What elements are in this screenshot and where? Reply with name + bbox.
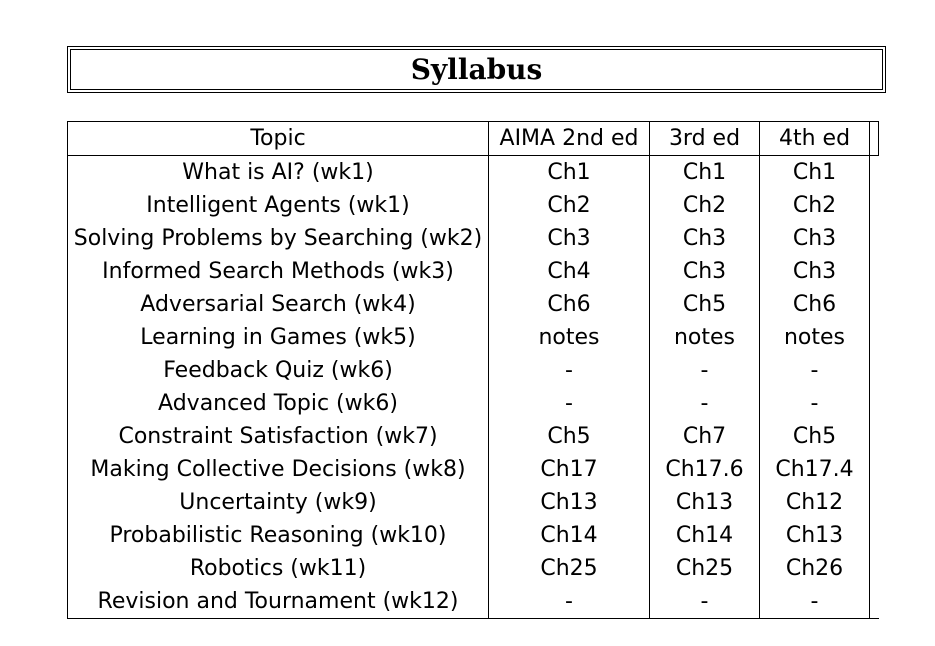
- title-frame: [67, 46, 886, 93]
- cell-topic: Revision and Tournament (wk12): [68, 585, 489, 619]
- cell-3rd-ed: Ch1: [650, 156, 760, 190]
- table-row: [68, 255, 879, 288]
- table-row: [68, 387, 879, 420]
- cell-aima-2nd-ed: Ch5: [489, 420, 650, 453]
- table-row: [68, 156, 879, 190]
- table-row: [68, 420, 879, 453]
- cell-topic: Solving Problems by Searching (wk2): [68, 222, 489, 255]
- table-header-row: [68, 122, 879, 156]
- table-row: [68, 585, 879, 619]
- page-title: Syllabus: [410, 52, 543, 86]
- cell-aima-2nd-ed: Ch25: [489, 552, 650, 585]
- cell-empty-column: [870, 222, 879, 255]
- cell-empty-column: [870, 453, 879, 486]
- cell-aima-2nd-ed: Ch2: [489, 189, 650, 222]
- cell-3rd-ed: -: [650, 354, 760, 387]
- cell-4th-ed: Ch17.4: [760, 453, 870, 486]
- cell-topic: Robotics (wk11): [68, 552, 489, 585]
- cell-aima-2nd-ed: notes: [489, 321, 650, 354]
- cell-3rd-ed: Ch17.6: [650, 453, 760, 486]
- cell-topic: Learning in Games (wk5): [68, 321, 489, 354]
- cell-3rd-ed: -: [650, 585, 760, 619]
- cell-empty-column: [870, 189, 879, 222]
- cell-topic: Feedback Quiz (wk6): [68, 354, 489, 387]
- cell-aima-2nd-ed: Ch14: [489, 519, 650, 552]
- cell-topic: Adversarial Search (wk4): [68, 288, 489, 321]
- table-row: [68, 453, 879, 486]
- cell-4th-ed: -: [760, 585, 870, 619]
- table-row: [68, 552, 879, 585]
- cell-4th-ed: notes: [760, 321, 870, 354]
- cell-3rd-ed: Ch5: [650, 288, 760, 321]
- cell-topic: Probabilistic Reasoning (wk10): [68, 519, 489, 552]
- header-3rd-ed: 3rd ed: [650, 122, 760, 156]
- cell-4th-ed: Ch26: [760, 552, 870, 585]
- table-row: [68, 354, 879, 387]
- cell-3rd-ed: -: [650, 387, 760, 420]
- cell-empty-column: [870, 321, 879, 354]
- cell-3rd-ed: Ch13: [650, 486, 760, 519]
- cell-empty-column: [870, 354, 879, 387]
- header-topic: Topic: [68, 122, 489, 156]
- syllabus-table: [67, 121, 879, 619]
- cell-aima-2nd-ed: Ch17: [489, 453, 650, 486]
- cell-aima-2nd-ed: Ch13: [489, 486, 650, 519]
- cell-aima-2nd-ed: Ch6: [489, 288, 650, 321]
- table-row: [68, 189, 879, 222]
- cell-3rd-ed: notes: [650, 321, 760, 354]
- title-inner-frame: [70, 49, 883, 90]
- cell-3rd-ed: Ch25: [650, 552, 760, 585]
- table-row: [68, 321, 879, 354]
- cell-3rd-ed: Ch2: [650, 189, 760, 222]
- cell-topic: Uncertainty (wk9): [68, 486, 489, 519]
- table-row: [68, 519, 879, 552]
- cell-4th-ed: -: [760, 387, 870, 420]
- cell-empty-column: [870, 585, 879, 619]
- header-aima-2nd-ed: AIMA 2nd ed: [489, 122, 650, 156]
- cell-4th-ed: Ch13: [760, 519, 870, 552]
- cell-aima-2nd-ed: Ch1: [489, 156, 650, 190]
- cell-aima-2nd-ed: -: [489, 585, 650, 619]
- cell-3rd-ed: Ch14: [650, 519, 760, 552]
- cell-3rd-ed: Ch7: [650, 420, 760, 453]
- cell-empty-column: [870, 288, 879, 321]
- cell-empty-column: [870, 387, 879, 420]
- cell-empty-column: [870, 519, 879, 552]
- table-body: [68, 156, 879, 619]
- cell-4th-ed: Ch5: [760, 420, 870, 453]
- cell-aima-2nd-ed: -: [489, 387, 650, 420]
- table-row: [68, 486, 879, 519]
- cell-aima-2nd-ed: Ch4: [489, 255, 650, 288]
- table-row: [68, 222, 879, 255]
- cell-empty-column: [870, 552, 879, 585]
- cell-3rd-ed: Ch3: [650, 255, 760, 288]
- cell-empty-column: [870, 255, 879, 288]
- cell-3rd-ed: Ch3: [650, 222, 760, 255]
- cell-4th-ed: Ch6: [760, 288, 870, 321]
- cell-topic: What is AI? (wk1): [68, 156, 489, 190]
- cell-4th-ed: Ch2: [760, 189, 870, 222]
- cell-topic: Making Collective Decisions (wk8): [68, 453, 489, 486]
- table-row: [68, 288, 879, 321]
- cell-4th-ed: -: [760, 354, 870, 387]
- cell-aima-2nd-ed: Ch3: [489, 222, 650, 255]
- cell-4th-ed: Ch3: [760, 255, 870, 288]
- cell-topic: Advanced Topic (wk6): [68, 387, 489, 420]
- cell-4th-ed: Ch1: [760, 156, 870, 190]
- cell-empty-column: [870, 156, 879, 190]
- cell-empty-column: [870, 420, 879, 453]
- cell-4th-ed: Ch3: [760, 222, 870, 255]
- cell-topic: Intelligent Agents (wk1): [68, 189, 489, 222]
- cell-empty-column: [870, 486, 879, 519]
- cell-topic: Constraint Satisfaction (wk7): [68, 420, 489, 453]
- header-4th-ed: 4th ed: [760, 122, 870, 156]
- cell-topic: Informed Search Methods (wk3): [68, 255, 489, 288]
- header-empty-column: [870, 122, 879, 156]
- cell-4th-ed: Ch12: [760, 486, 870, 519]
- cell-aima-2nd-ed: -: [489, 354, 650, 387]
